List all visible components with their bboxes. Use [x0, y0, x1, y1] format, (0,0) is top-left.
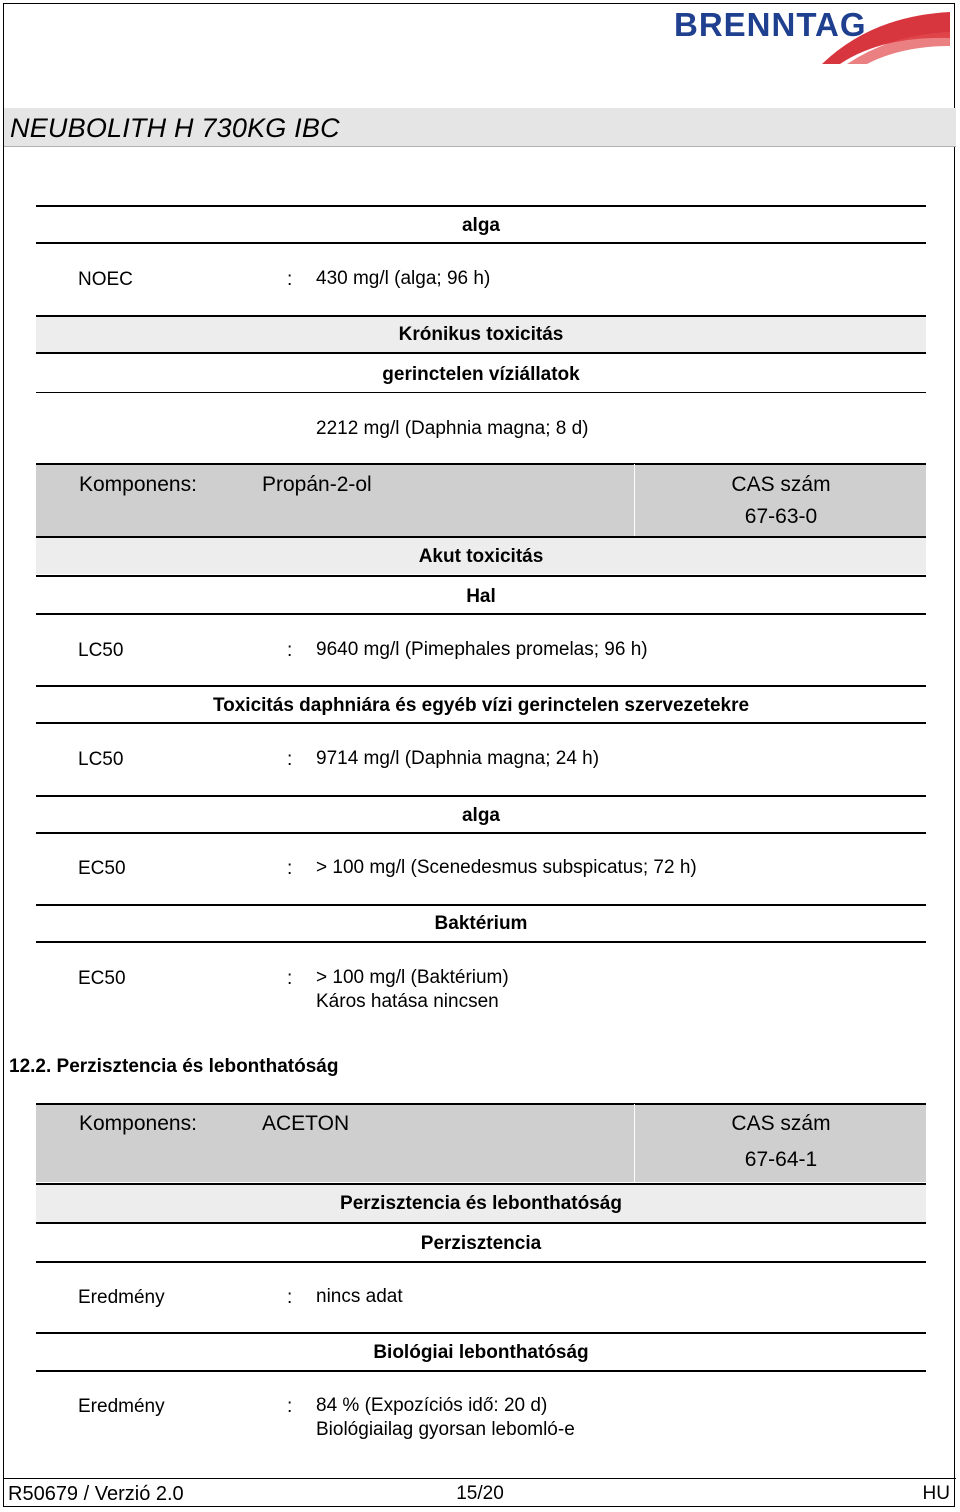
alga-value: > 100 mg/l (Scenedesmus subspicatus; 72 h) [316, 857, 697, 878]
bacteria-heading: Baktérium [434, 913, 528, 934]
divider [36, 1332, 926, 1334]
cas-title: CAS szám [731, 473, 831, 496]
component-name: Propán-2-ol [262, 473, 372, 496]
divider [36, 315, 926, 317]
title-bar [4, 108, 956, 147]
invert-value: 2212 mg/l (Daphnia magna; 8 d) [316, 418, 589, 439]
colon: : [287, 640, 293, 661]
result-label: Eredmény [78, 1396, 165, 1417]
divider [36, 685, 926, 687]
chronic-heading: Krónikus toxicitás [398, 324, 564, 345]
ec50-label: EC50 [78, 968, 126, 989]
invert-heading: gerinctelen víziállatok [382, 364, 580, 385]
cas-title: CAS szám [731, 1112, 831, 1135]
cas-box [634, 464, 927, 536]
colon: : [287, 968, 293, 989]
alga-heading: alga [461, 215, 501, 236]
colon: : [287, 858, 293, 879]
persistence-value: nincs adat [316, 1286, 403, 1307]
divider [36, 941, 926, 943]
cas-number: 67-63-0 [744, 505, 818, 528]
divider [36, 722, 926, 724]
colon: : [287, 749, 293, 770]
divider [36, 352, 926, 354]
language-code: HU [922, 1483, 950, 1504]
noec-label: NOEC [78, 269, 133, 290]
document-version: R50679 / Verzió 2.0 [8, 1483, 184, 1505]
cas-box [634, 1104, 927, 1182]
bacteria-value-line1: > 100 mg/l (Baktérium) [316, 967, 509, 988]
brand-wordmark: BRENNTAG [674, 6, 867, 43]
page-number: 15/20 [456, 1483, 504, 1504]
colon: : [287, 269, 293, 290]
fish-value: 9640 mg/l (Pimephales promelas; 96 h) [316, 639, 648, 660]
ec50-label: EC50 [78, 858, 126, 879]
divider [36, 1222, 926, 1224]
divider [36, 904, 926, 906]
bacteria-value-line2: Káros hatása nincsen [316, 991, 499, 1012]
section-12-2-title: 12.2. Perzisztencia és lebonthatóság [9, 1056, 339, 1077]
biodegradation-value-line2: Biológiailag gyorsan lebomló-e [316, 1419, 575, 1440]
daphnia-value: 9714 mg/l (Daphnia magna; 24 h) [316, 748, 600, 769]
component-name: ACETON [262, 1112, 350, 1135]
component-label: Komponens: [79, 473, 197, 496]
lc50-label: LC50 [78, 749, 124, 770]
persistence-main-heading: Perzisztencia és lebonthatóság [340, 1193, 622, 1214]
divider [36, 392, 926, 393]
divider [36, 613, 926, 615]
noec-value: 430 mg/l (alga; 96 h) [316, 268, 491, 289]
page-footer [4, 1478, 956, 1507]
divider [36, 205, 926, 207]
biodegradation-value-line1: 84 % (Expozíciós idő: 20 d) [316, 1395, 548, 1416]
product-title: NEUBOLITH H 730KG IBC [10, 113, 340, 143]
lc50-label: LC50 [78, 640, 124, 661]
component-label: Komponens: [79, 1112, 197, 1135]
fish-heading: Hal [466, 586, 496, 607]
colon: : [287, 1396, 293, 1417]
persistence-heading: Perzisztencia [420, 1233, 542, 1254]
result-label: Eredmény [78, 1287, 165, 1308]
divider [36, 575, 926, 577]
divider [36, 242, 926, 244]
divider [36, 795, 926, 797]
divider [36, 1261, 926, 1263]
cas-number: 67-64-1 [744, 1148, 818, 1171]
acute-heading: Akut toxicitás [418, 546, 544, 567]
biodegradation-heading: Biológiai lebonthatóság [373, 1342, 589, 1363]
brenntag-logo [672, 6, 952, 66]
colon: : [287, 1287, 293, 1308]
divider [36, 832, 926, 834]
divider [36, 1370, 926, 1372]
daphnia-heading: Toxicitás daphniára és egyéb vízi gerinctelen szervezetekre [212, 695, 750, 716]
alga-heading: alga [461, 805, 501, 826]
